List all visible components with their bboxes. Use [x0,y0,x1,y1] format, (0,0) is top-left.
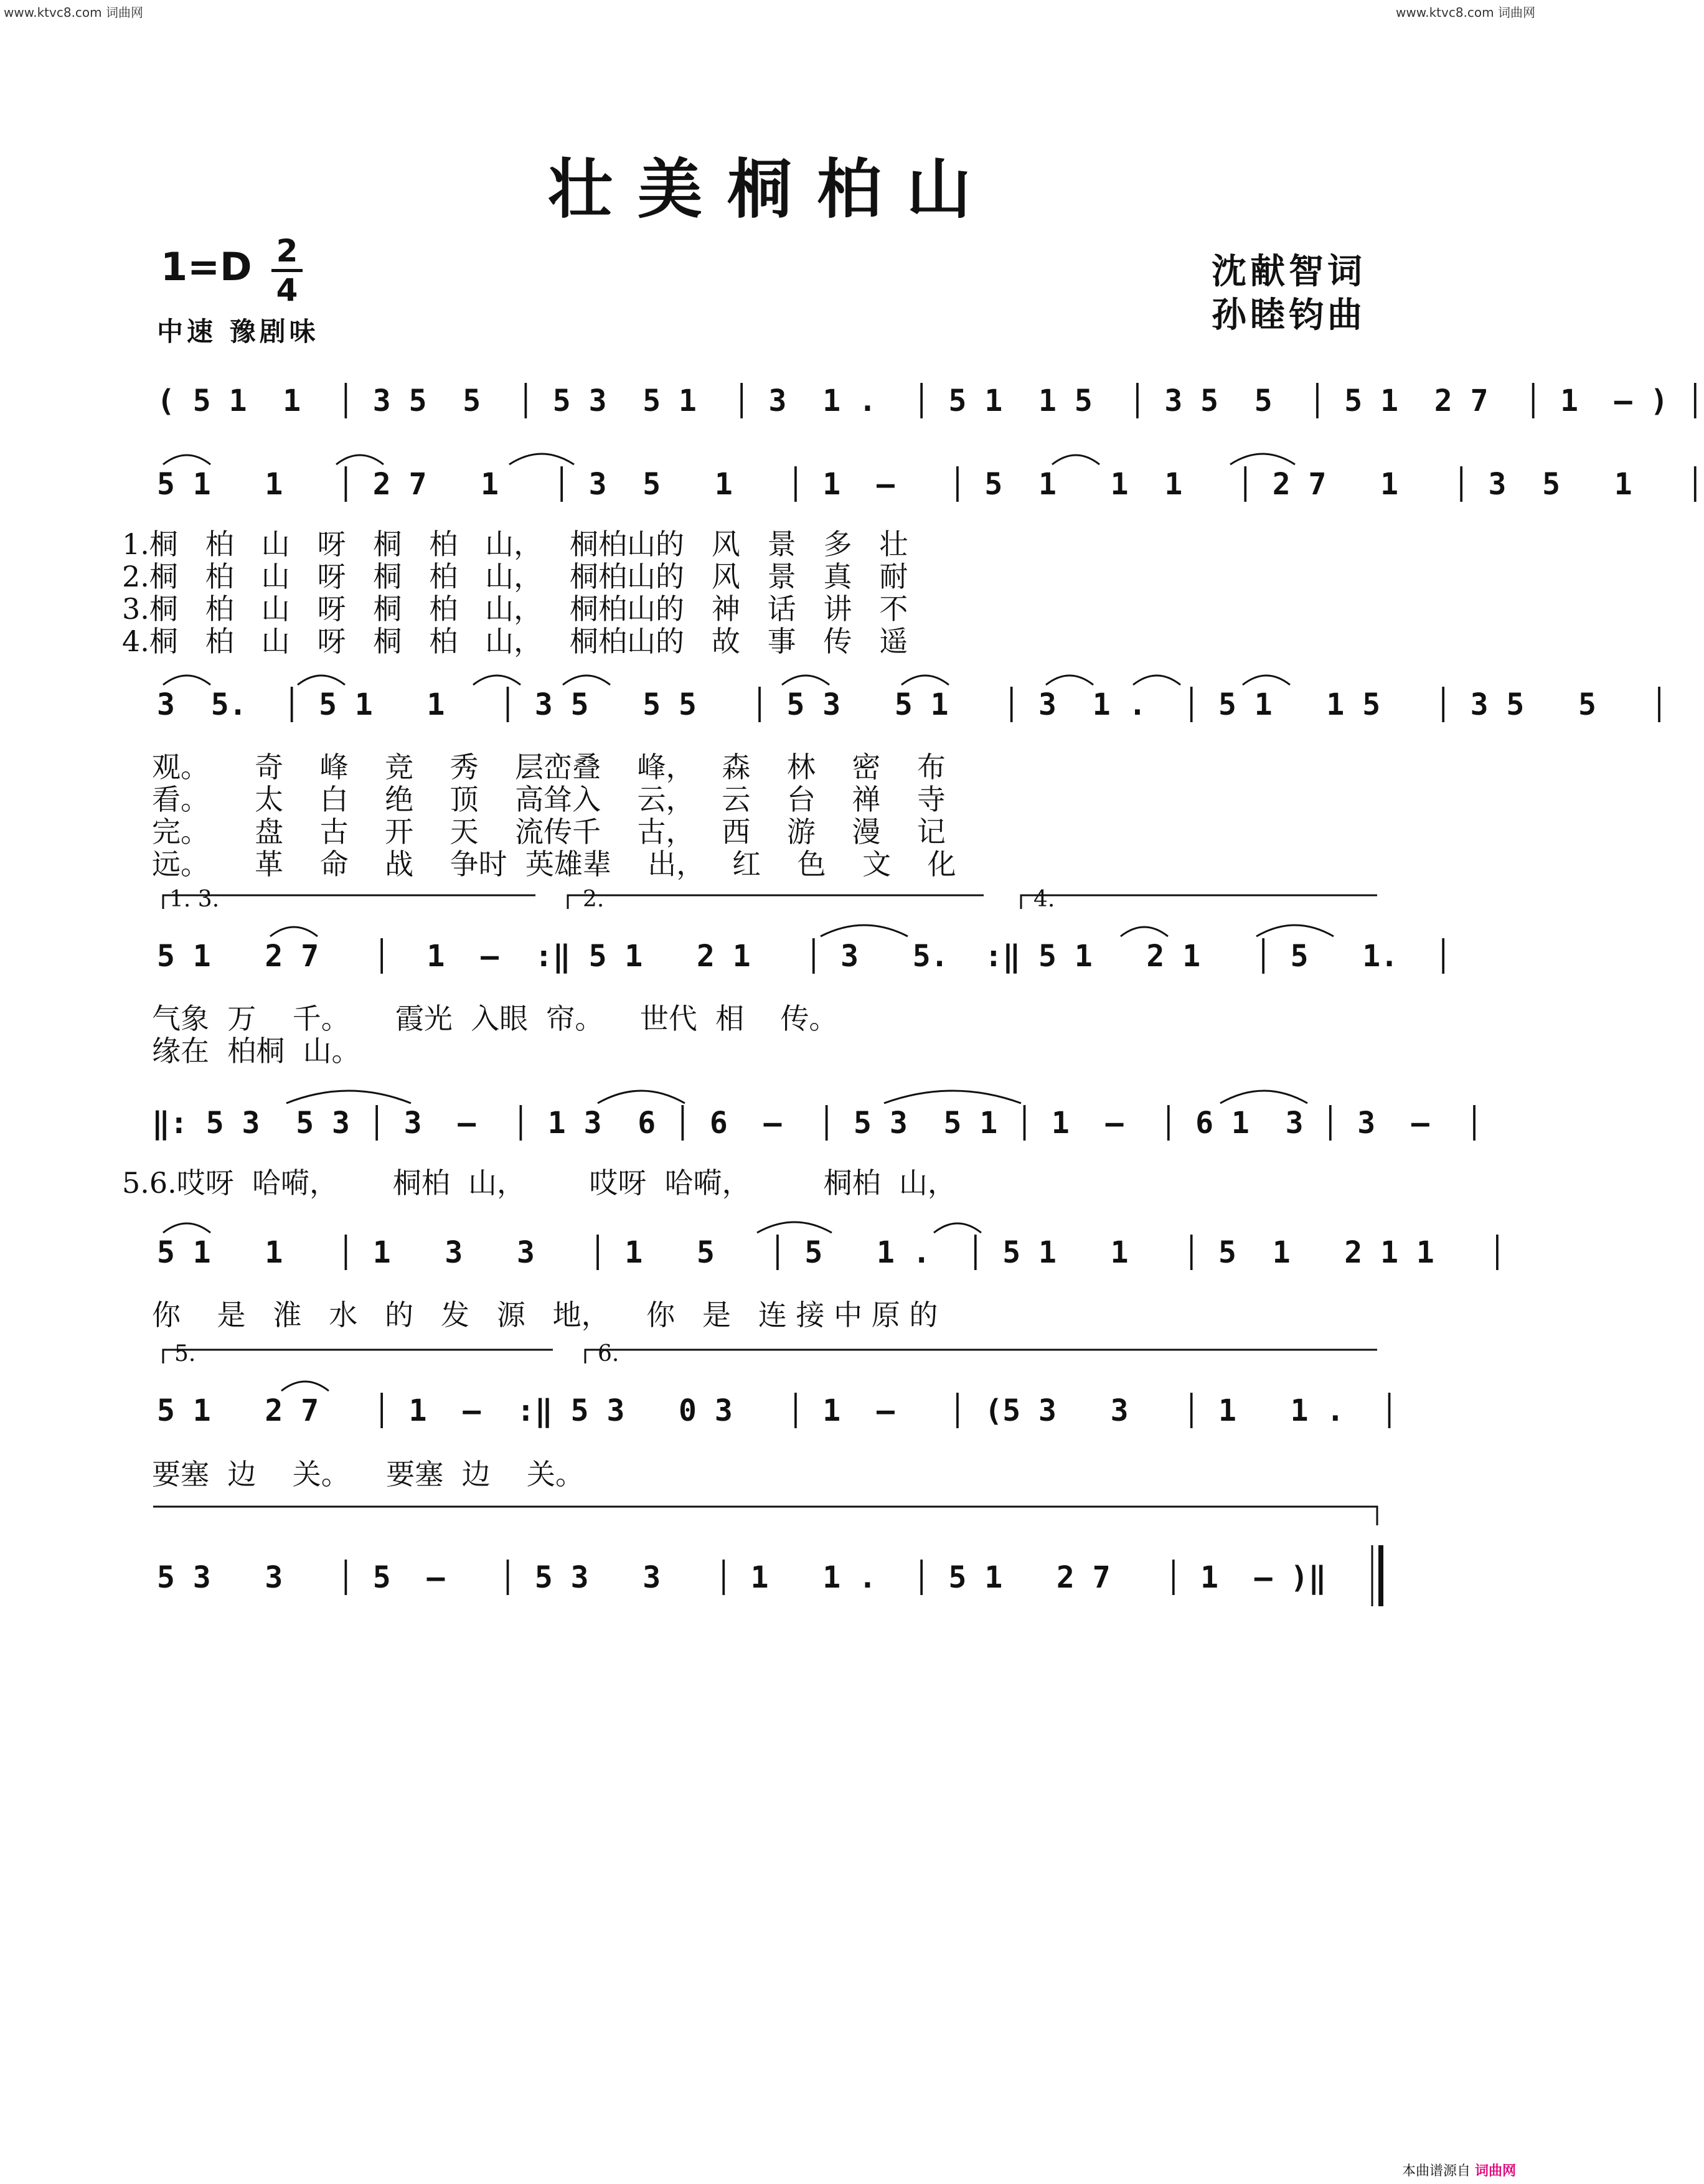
system-rule [153,1507,1377,1525]
volta-5: 5. [174,1341,196,1367]
slur [1133,675,1180,685]
score-line-4: 5 1 2 7 │ 1 – :‖ 5 1 2 1 │ 3 5. :‖ 5 1 2 1 │ 5 1. │ [157,939,1452,974]
slur [286,1091,411,1103]
volta-bracket [1021,895,1377,909]
footer-text: 本曲谱源自 [1402,2163,1471,2179]
watermark-left: www.ktvc8.com 词曲网 [4,5,144,20]
slur [163,675,210,685]
volta-4: 4. [1033,887,1055,912]
volta-bracket [163,1350,553,1363]
lyric-line4-verse-1: 气象 万 千。 霞光 入眼 帘。 世代 相 传。 [152,1002,838,1035]
slur [884,1091,1021,1103]
volta-1-3: 1. 3. [169,887,220,912]
lyricist-credit: 沈献智词 [1212,251,1366,292]
score-line-7: 5 1 2 7 │ 1 – :‖ 5 3 0 3 │ 1 – │ (5 3 3 │ 1 1 . │ [157,1393,1398,1428]
slur [298,675,345,685]
slur [1243,675,1290,685]
lyric-line6: 你 是 淮 水 的 发 源 地， 你 是 连 接 中 原 的 [152,1298,938,1332]
lyric-verse-1: 1.桐 柏 山 呀 桐 柏 山， 桐柏山的 风 景 多 壮 [122,527,908,561]
volta-bracket [585,1350,1377,1363]
lyric-line3-verse-1: 观。 奇 峰 竞 秀 层峦叠 峰， 森 林 密 布 [152,750,946,784]
lyric-verse-3: 3.桐 柏 山 呀 桐 柏 山， 桐柏山的 神 话 讲 不 [122,592,908,626]
volta-6: 6. [598,1341,619,1367]
slur [598,1091,685,1103]
slur [1220,1091,1307,1103]
score-line-6: 5 1 1 │ 1 3 3 │ 1 5 │ 5 1 . │ 5 1 1 │ 5 1 2 1 1 │ [157,1235,1507,1270]
slur [281,1381,329,1391]
lyric-line4-verse-2: 缘在 柏桐 山。 [152,1034,360,1068]
slur [757,1222,832,1233]
slur [1121,927,1168,936]
slur [336,455,384,464]
slur [934,1223,981,1233]
slur [563,675,610,685]
footer-source [1402,2160,1516,2180]
slur [163,1223,210,1233]
slur [1256,925,1334,936]
volta-2: 2. [583,887,605,912]
time-signature-top: 2 [276,233,298,269]
score-line-2: 5 1 1 │ 2 7 1 │ 3 5 1 │ 1 – │ 5 1 1 1 │ 2 7 1 │ 3 5 1 │ [157,467,1704,502]
watermark-right: www.ktvc8.com 词曲网 [1395,5,1535,20]
slur [1230,454,1295,464]
lyric-verse-2: 2.桐 柏 山 呀 桐 柏 山， 桐柏山的 风 景 真 耐 [122,560,908,593]
slur [270,927,318,936]
time-signature-bottom: 4 [276,272,298,308]
lyric-line7: 要塞 边 关。 要塞 边 关。 [152,1457,584,1491]
composer-credit: 孙睦钧曲 [1212,294,1366,336]
page-title: 壮美桐柏山 [547,151,996,227]
lyric-verse-4: 4.桐 柏 山 呀 桐 柏 山， 桐柏山的 故 事 传 遥 [122,624,908,658]
score-line-intro: ( 5 1 1 │ 3 5 5 │ 5 3 5 1 │ 3 1 . │ 5 1 1 5 │ 3 5 5 │ 5 1 2 7 │ 1 – ) │ [157,384,1704,418]
slur [1052,455,1099,464]
volta-bracket [163,895,535,909]
footer-brand[interactable]: 词曲网 [1475,2163,1517,2179]
lyric-line5: 5.6.哎呀 哈嗬， 桐柏 山， 哎呀 哈嗬， 桐柏 山， [122,1166,956,1200]
score-line-3: 3 5. │ 5 1 1 │ 3 5 5 5 │ 5 3 5 1 │ 3 1 . │ 5 1 1 5 │ 3 5 5 │ [157,687,1669,722]
score-line-5: ‖: 5 3 5 3 │ 3 – │ 1 3 6 │ 6 – │ 5 3 5 1 │ 1 – │ 6 1 3 │ 3 – │ [152,1106,1484,1141]
slur [821,925,908,936]
slur [473,675,520,685]
lyric-line3-verse-3: 完。 盘 古 开 天 流传千 古， 西 游 漫 记 [152,815,946,849]
key-signature: 1=D [161,244,252,289]
slur [509,454,574,464]
lyric-line3-verse-2: 看。 太 白 绝 顶 高耸入 云， 云 台 禅 寺 [152,783,946,816]
tempo-marking: 中速 豫剧味 [157,316,319,347]
slur [163,455,210,464]
slur [1046,675,1093,685]
lyric-line3-verse-4: 远。 革 命 战 争时 英雄辈 出， 红 色 文 化 [152,847,956,881]
slur [901,675,949,685]
score-line-8: 5 3 3 │ 5 – │ 5 3 3 │ 1 1 . │ 5 1 2 7 │ 1 – )‖ [157,1560,1327,1595]
volta-bracket [568,895,984,909]
slur [782,675,829,685]
